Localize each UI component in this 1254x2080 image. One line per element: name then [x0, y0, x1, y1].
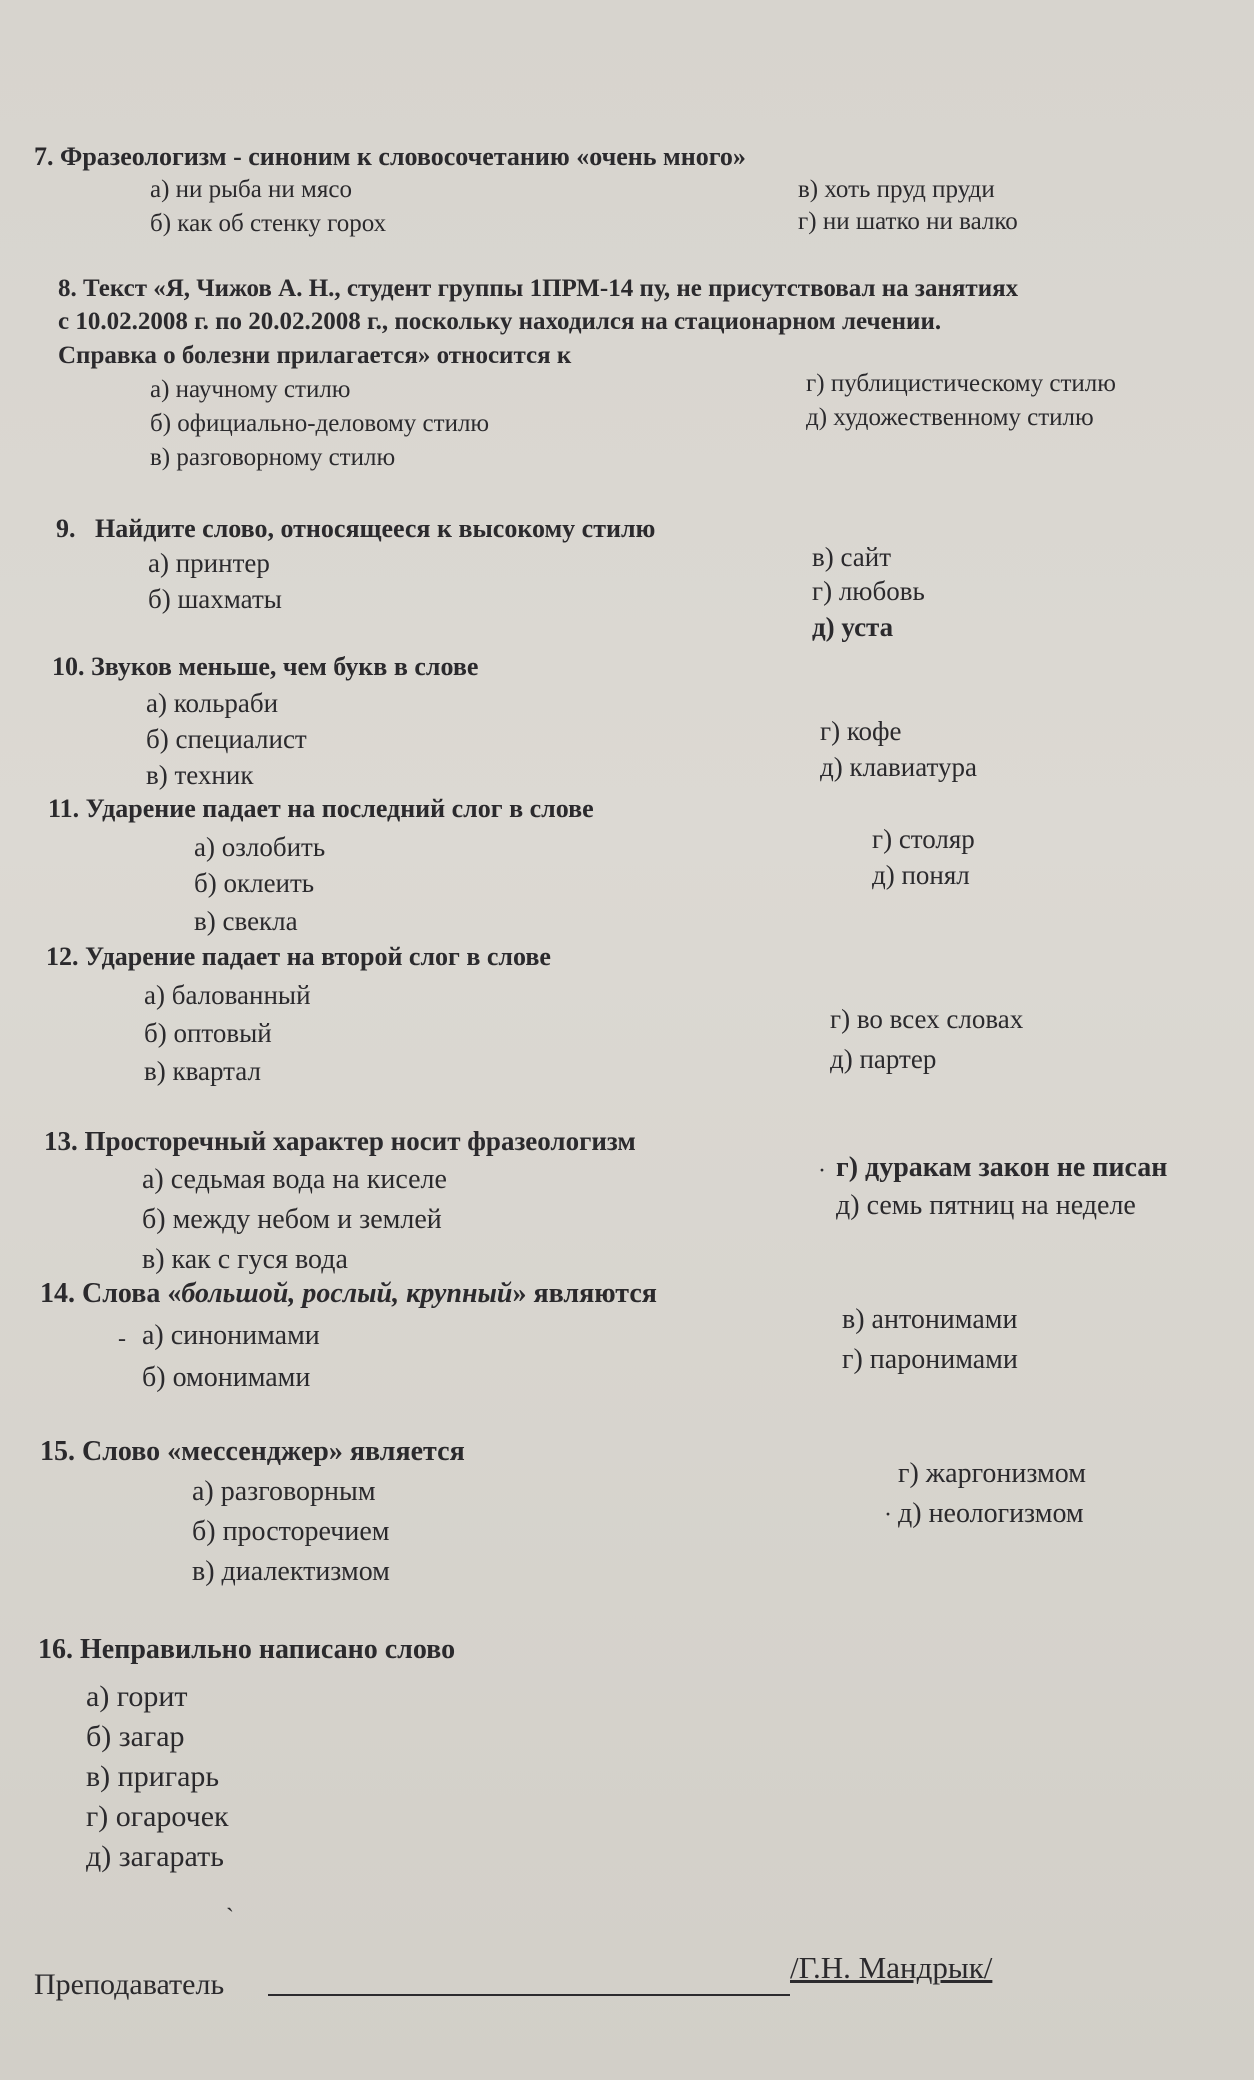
question-16-option-d: д) загарать [86, 1840, 224, 1873]
pencil-tick-mark: - [118, 1326, 126, 1352]
question-16-option-b: б) загар [86, 1720, 185, 1753]
question-12-title: 12. Ударение падает на второй слог в слове [46, 942, 551, 971]
question-8-option-d: д) художественному стилю [806, 404, 1094, 431]
question-7-option-b: б) как об стенку горох [150, 210, 387, 237]
pencil-tick-mark: ˏ [226, 1886, 234, 1912]
question-11-option-b: б) оклеить [194, 868, 315, 898]
question-10-option-a: а) кольраби [146, 688, 279, 718]
question-14-title: 14. Слова «большой, рослый, крупный» являются [40, 1278, 657, 1309]
question-11-option-g: г) столяр [872, 824, 975, 854]
question-10-title: 10. Звуков меньше, чем букв в слове [52, 652, 479, 681]
question-13-title: 13. Просторечный характер носит фразеологизм [44, 1126, 636, 1156]
question-9-option-d: д) уста [812, 612, 894, 642]
question-16-title: 16. Неправильно написано слово [38, 1634, 456, 1665]
question-8-title-line-2: с 10.02.2008 г. по 20.02.2008 г., поскольку находился на стационарном лечении. [58, 308, 942, 335]
question-9-option-a: а) принтер [148, 548, 270, 578]
question-13-option-a: а) седьмая вода на киселе [142, 1164, 447, 1195]
question-8-option-v: в) разговорному стилю [150, 444, 396, 471]
question-9-option-g: г) любовь [812, 576, 925, 606]
question-11-option-v: в) свекла [194, 906, 298, 936]
question-8-option-a: а) научному стилю [150, 376, 351, 403]
question-15-option-b: б) просторечием [192, 1516, 390, 1547]
question-16-option-a: а) горит [86, 1680, 188, 1713]
question-7-option-v: в) хоть пруд пруди [798, 176, 995, 203]
question-14-option-b: б) омонимами [142, 1362, 311, 1393]
question-9-option-v: в) сайт [812, 542, 892, 572]
question-10-option-b: б) специалист [146, 724, 307, 754]
question-8-option-g: г) публицистическому стилю [806, 370, 1116, 397]
question-15-option-v: в) диалектизмом [192, 1556, 390, 1587]
question-10-option-v: в) техник [146, 760, 254, 790]
question-16-option-v: в) пригарь [86, 1760, 220, 1793]
question-14-option-v: в) антонимами [842, 1304, 1018, 1335]
question-10-option-d: д) клавиатура [820, 752, 977, 782]
question-12-option-g: г) во всех словах [830, 1004, 1024, 1034]
question-9-title: 9. Найдите слово, относящееся к высокому стилю [56, 514, 656, 543]
question-15-option-a: а) разговорным [192, 1476, 376, 1507]
question-11-option-a: а) озлобить [194, 832, 326, 862]
question-9-option-b: б) шахматы [148, 584, 282, 614]
question-10-option-g: г) кофе [820, 716, 902, 746]
question-12-option-b: б) оптовый [144, 1018, 272, 1048]
question-12-option-v: в) квартал [144, 1056, 261, 1086]
question-13-option-g: г) дуракам закон не писан [836, 1152, 1168, 1183]
teacher-label: Преподаватель [34, 1968, 225, 2001]
pencil-tick-mark: · [818, 1158, 826, 1184]
question-13-option-b: б) между небом и землей [142, 1204, 442, 1235]
question-15-option-g: г) жаргонизмом [898, 1458, 1086, 1489]
question-11-option-d: д) понял [872, 860, 970, 890]
question-13-option-d: д) семь пятниц на неделе [836, 1190, 1136, 1221]
signature-line [268, 1994, 790, 1996]
question-14-option-a: а) синонимами [142, 1320, 320, 1351]
question-16-option-g: г) огарочек [86, 1800, 229, 1833]
question-8-title-line-1: 8. Текст «Я, Чижов А. Н., студент группы 1ПРМ-14 пу, не присутствовал на занятиях [58, 275, 1019, 302]
question-11-title: 11. Ударение падает на последний слог в слове [48, 794, 594, 823]
question-15-option-d: д) неологизмом [898, 1498, 1084, 1529]
question-7-option-a: а) ни рыба ни мясо [150, 176, 352, 203]
teacher-name: /Г.Н. Мандрык/ [790, 1950, 993, 1985]
pencil-tick-mark: · [884, 1502, 892, 1528]
question-7-title: 7. Фразеологизм - синоним к словосочетанию «очень много» [34, 142, 746, 171]
question-15-title: 15. Слово «мессенджер» является [40, 1436, 465, 1467]
question-7-option-g: г) ни шатко ни валко [798, 208, 1018, 235]
question-12-option-a: а) балованный [144, 980, 311, 1010]
question-14-option-g: г) паронимами [842, 1344, 1018, 1375]
question-8-title-line-3: Справка о болезни прилагается» относится к [58, 342, 572, 369]
question-12-option-d: д) партер [830, 1044, 937, 1074]
question-13-option-v: в) как с гуся вода [142, 1244, 348, 1275]
question-8-option-b: б) официально-деловому стилю [150, 410, 490, 437]
